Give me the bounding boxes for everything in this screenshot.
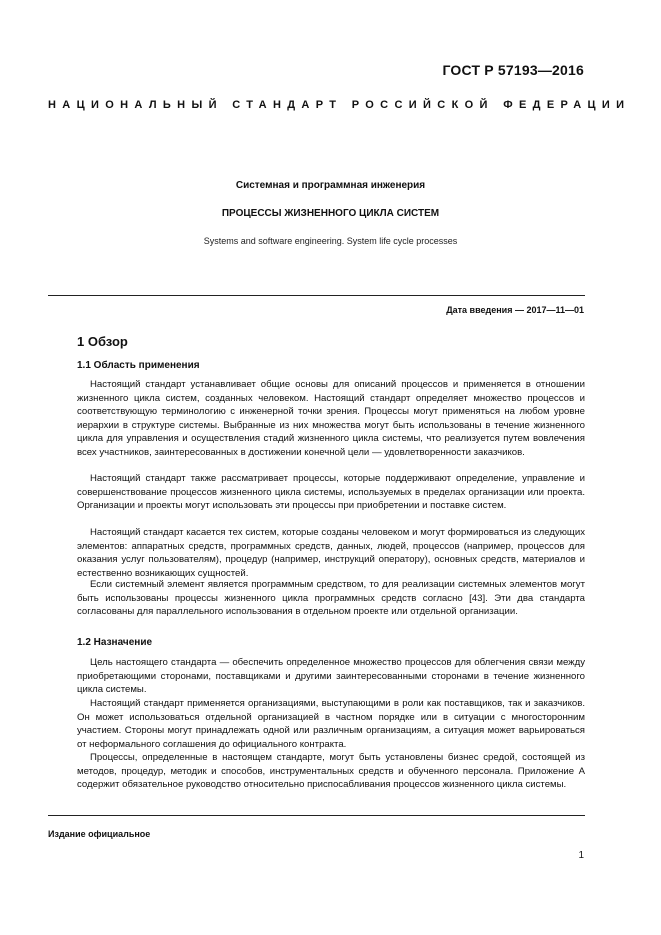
title-divider (48, 295, 585, 296)
section-heading: 1 Обзор (77, 334, 128, 349)
national-standard-banner: НАЦИОНАЛЬНЫЙ СТАНДАРТ РОССИЙСКОЙ ФЕДЕРАЦИИ (48, 99, 631, 111)
paragraph: Цель настоящего стандарта — обеспечить определенное множество процессов для облегчения связи между приобретающими сторонами, поставщиками и другими заинтересованными сторонами в течение жизненного цикла системы. (77, 657, 585, 695)
paragraph: Если системный элемент является программным средством, то для реализации системных элементов могут быть использованы процессы жизненного цикла программных средств согласно [43]. Эти два стандарта согласованы для параллельного использования в отдельном проекте или отдельной организации. (77, 579, 585, 617)
page-number: 1 (578, 850, 584, 861)
paragraph: Настоящий стандарт применяется организациями, выступающими в роли как поставщиков, так и заказчиков. Он может использоваться отдельной организацией в частном порядке или в ситуации с многосторонним участием. Стороны могут принадлежать одной или различным организациям, а ситуация может варьироваться от неформального соглашения до официального контракта. (77, 698, 585, 750)
document-number: ГОСТ Р 57193—2016 (442, 62, 584, 78)
paragraph: Настоящий стандарт устанавливает общие основы для описаний процессов и применяется в отношении жизненного цикла систем, созданных человеком. Настоящий стандарт определяет множество процессов и соответствующую терминологию с инженерной точки зрения. Процессы могут применяться на любом уровне иерархии в структуре системы. Выбранные из них множества могут быть использованы в течение жизненного цикла для управления и осуществления стадий жизненного цикла системы, что реализуется путем вовлечения всех участников, заинтересованных в достижении конечной цели — удовлетворенности заказчиков. (77, 379, 585, 458)
subsection-heading-scope: 1.1 Область применения (77, 360, 200, 371)
subsection-heading-purpose: 1.2 Назначение (77, 637, 153, 648)
edition-label: Издание официальное (48, 829, 151, 839)
english-title: Systems and software engineering. System life cycle processes (203, 236, 458, 246)
paragraph: Настоящий стандарт касается тех систем, которые созданы человеком и могут формироваться из следующих элементов: аппаратных средств, программных средств, данных, людей, процессов (например, процессов для оказания услуг пользователям), процедур (например, инструкций оператору), основных средств, материалов и естественно возникающих сущностей. (77, 527, 585, 579)
document-title: ПРОЦЕССЫ ЖИЗНЕННОГО ЦИКЛА СИСТЕМ (221, 208, 440, 219)
footer-divider (48, 815, 585, 816)
effective-date: Дата введения — 2017—11—01 (446, 305, 584, 315)
document-subtitle: Системная и программная инженерия (235, 180, 426, 191)
paragraph: Процессы, определенные в настоящем стандарте, могут быть установлены бизнес средой, состоящей из методов, процедур, методик и способов, инструментальных средств и обученного персонала. Приложение А содержит обязательное руководство относительно приспосабливания процессов жизненного цикла системы. (77, 752, 585, 790)
paragraph: Настоящий стандарт также рассматривает процессы, которые поддерживают определение, управление и совершенствование процессов жизненного цикла системы, используемых в пределах организации или проекта. Организации и проекты могут использовать эти процессы при приобретении и поставке систем. (77, 473, 585, 511)
